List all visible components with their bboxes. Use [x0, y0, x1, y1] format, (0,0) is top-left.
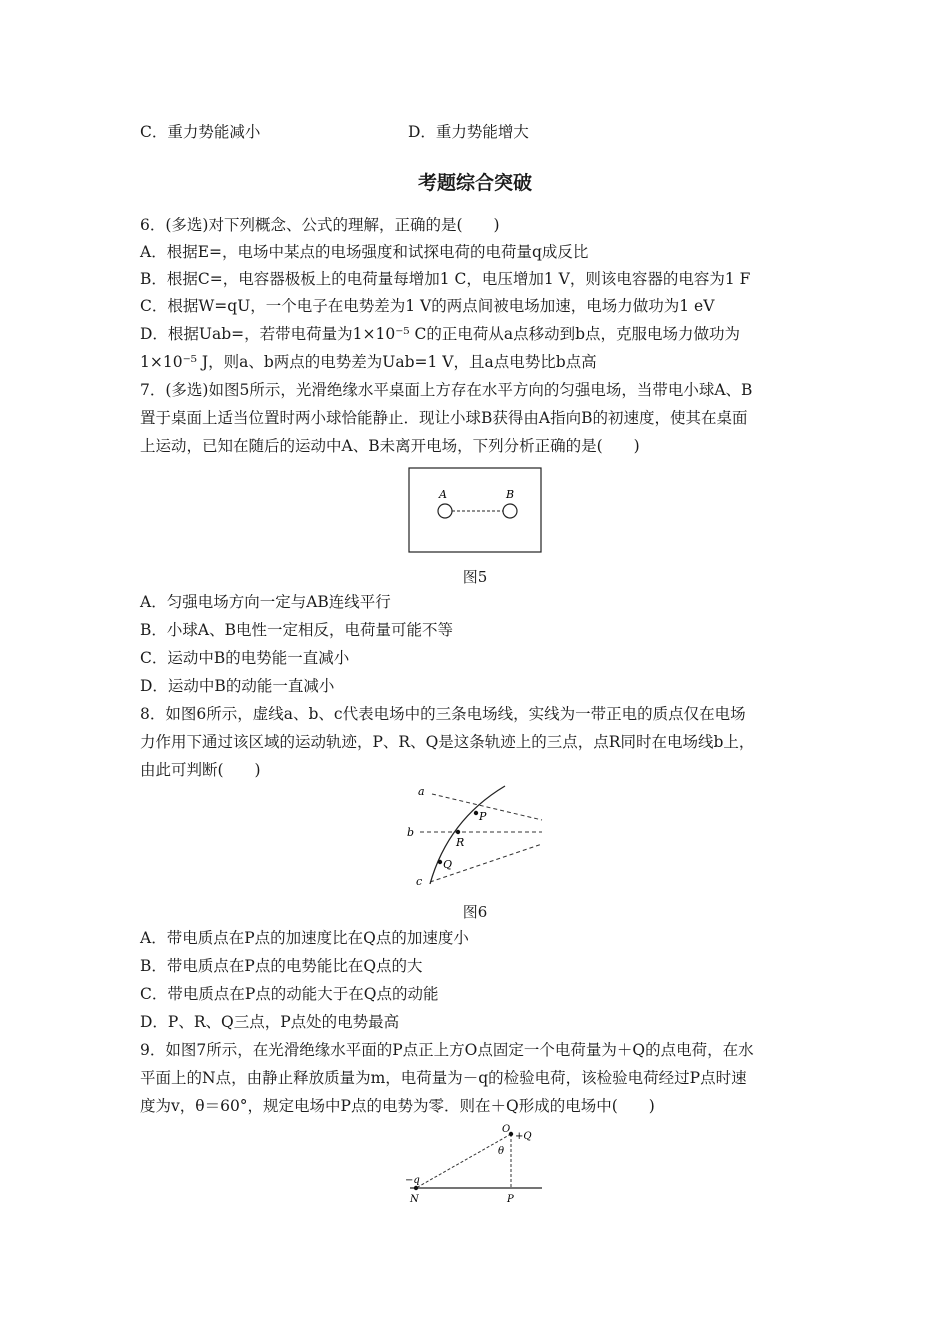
- q8-stem-line1: 8．如图6所示，虚线a、b、c代表电场中的三条电场线，实线为一带正电的质点仅在电场: [140, 705, 746, 723]
- label-q: Q: [443, 858, 453, 871]
- label-c: c: [416, 875, 423, 888]
- q7-option-d: D．运动中B的动能一直减小: [140, 677, 335, 695]
- q8-option-d: D．P、R、Q三点，P点处的电势最高: [140, 1013, 400, 1031]
- label-p: P: [479, 810, 487, 823]
- point-r: [456, 830, 460, 834]
- q9-stem-line2: 平面上的N点，由静止释放质量为m，电荷量为－q的检验电荷，该检验电荷经过P点时速: [140, 1069, 747, 1087]
- q7-stem-line1: 7．(多选)如图5所示，光滑绝缘水平桌面上方存在水平方向的匀强电场，当带电小球A、B: [140, 381, 753, 399]
- q8-stem-line2: 力作用下通过该区域的运动轨迹，P、R、Q是这条轨迹上的三点，点R同时在电场线b上，: [140, 733, 755, 751]
- q7-option-a: A．匀强电场方向一定与AB连线平行: [140, 593, 391, 611]
- label-b: b: [407, 826, 415, 839]
- label-a: A: [439, 488, 447, 501]
- figure-5-frame: [409, 468, 541, 552]
- point-n: [414, 1186, 418, 1190]
- section-title: 考题综合突破: [417, 172, 532, 194]
- trajectory-curve: [430, 786, 505, 884]
- option-d-gravity-increase: D．重力势能增大: [408, 123, 529, 141]
- ball-a: [438, 504, 452, 518]
- q9-stem-line1: 9．如图7所示，在光滑绝缘水平面的P点正上方O点固定一个电荷量为＋Q的点电荷，在水: [140, 1041, 754, 1059]
- point-q: [438, 860, 442, 864]
- label-plus-q: +Q: [515, 1131, 532, 1142]
- figure-5-caption: 图5: [462, 568, 488, 586]
- q7-stem-line2: 置于桌面上适当位置时两小球恰能静止．现让小球B获得由A指向B的初速度，使其在桌面: [140, 409, 748, 427]
- label-r: R: [456, 836, 465, 849]
- q8-option-b: B．带电质点在P点的电势能比在Q点的大: [140, 957, 423, 975]
- label-a: a: [418, 785, 425, 798]
- point-p: [474, 811, 478, 815]
- q8-option-a: A．带电质点在P点的加速度比在Q点的加速度小: [140, 929, 469, 947]
- option-c-gravity-decrease: C．重力势能减小: [140, 123, 261, 141]
- q6-stem: 6．(多选)对下列概念、公式的理解，正确的是( ): [140, 216, 500, 234]
- figure-6-diagram: [400, 782, 550, 894]
- q6-option-d-line2: 1×10⁻⁵ J，则a、b两点的电势差为Uab=1 V，且a点电势比b点高: [140, 353, 597, 371]
- q6-option-b: B．根据C=，电容器极板上的电荷量每增加1 C，电压增加1 V，则该电容器的电容为1 F: [140, 270, 751, 288]
- figure-7-diagram: [398, 1122, 548, 1206]
- label-theta: θ: [498, 1146, 505, 1157]
- q7-option-b: B．小球A、B电性一定相反，电荷量可能不等: [140, 621, 453, 639]
- q9-stem-line3: 度为v，θ＝60°，规定电场中P点的电势为零．则在＋Q形成的电场中( ): [140, 1097, 655, 1115]
- q8-option-c: C．带电质点在P点的动能大于在Q点的动能: [140, 985, 439, 1003]
- q7-stem-line3: 上运动，已知在随后的运动中A、B未离开电场，下列分析正确的是( ): [140, 437, 640, 455]
- ball-b: [503, 504, 517, 518]
- q6-option-a: A．根据E=，电场中某点的电场强度和试探电荷的电荷量q成反比: [140, 243, 589, 261]
- label-p: P: [507, 1194, 514, 1205]
- q6-option-d-line1: D．根据Uab=，若带电荷量为1×10⁻⁵ C的正电荷从a点移动到b点，克服电场力做功为: [140, 325, 741, 343]
- figure-5-diagram: [408, 467, 542, 553]
- q6-option-c: C．根据W=qU，一个电子在电势差为1 V的两点间被电场加速，电场力做功为1 eV: [140, 297, 715, 315]
- label-o: O: [502, 1124, 511, 1135]
- q8-stem-line3: 由此可判断( ): [140, 761, 261, 779]
- label-b: B: [506, 488, 515, 501]
- q7-option-c: C．运动中B的电势能一直减小: [140, 649, 350, 667]
- dashed-line-on: [416, 1134, 511, 1188]
- label-n: N: [410, 1194, 419, 1205]
- figure-6-caption: 图6: [462, 903, 488, 921]
- label-minus-q: −q: [405, 1175, 420, 1186]
